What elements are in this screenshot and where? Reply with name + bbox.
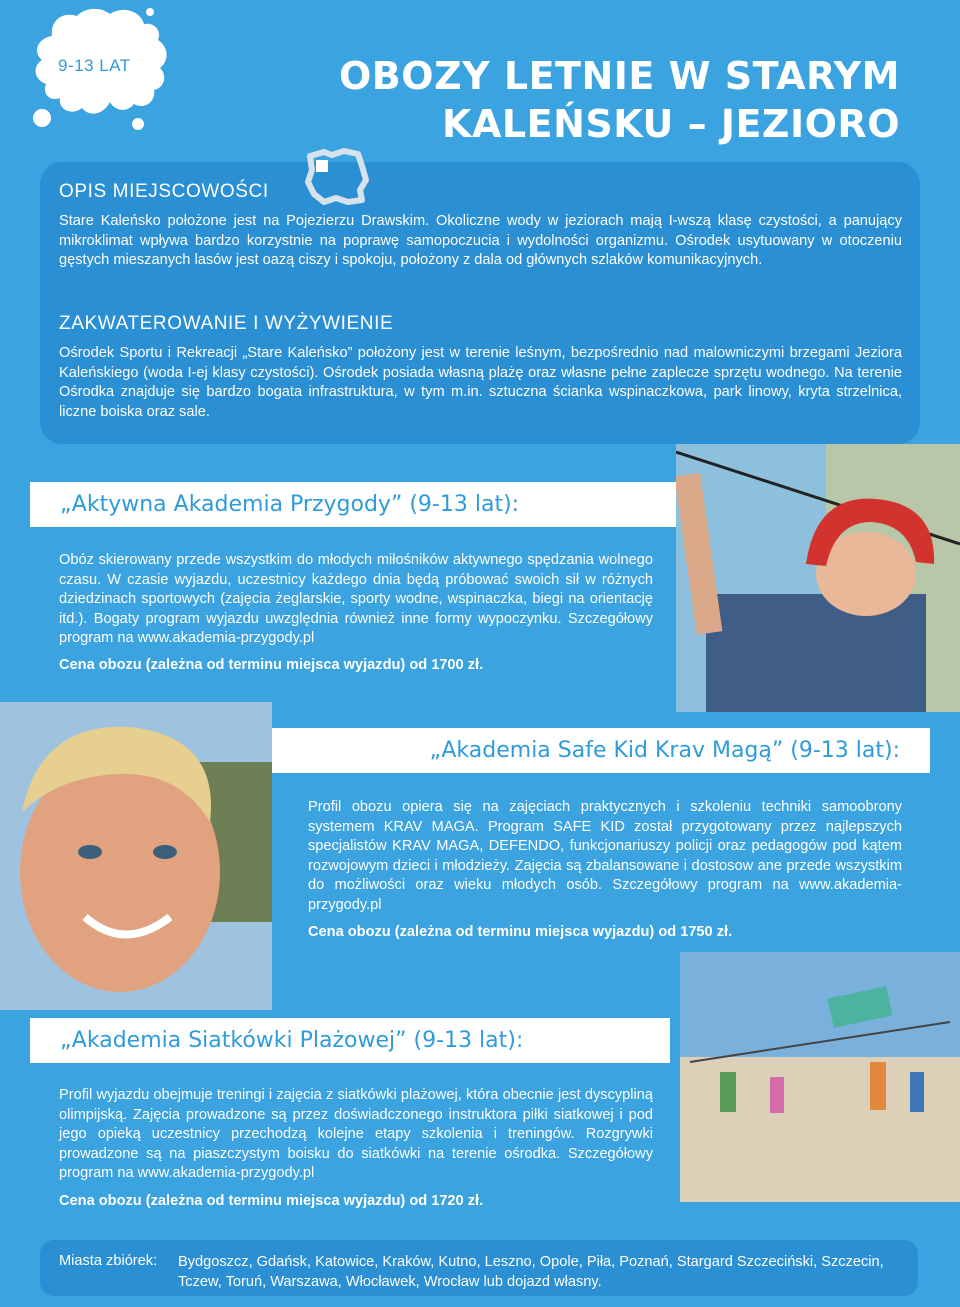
program-3-price: Cena obozu (zależna od terminu miejsca wyjazdu) od 1720 zł. [59,1193,484,1209]
program-3-banner [30,1018,670,1063]
program-2-banner [272,728,930,773]
title-line-2: KALEŃSKU – JEZIORO [442,102,900,146]
program-1-price: Cena obozu (zależna od terminu miejsca wyjazdu) od 1700 zł. [59,657,484,673]
smiling-boy-photo [0,702,272,1010]
title-line-1: OBOZY LETNIE W STARYM [339,54,900,98]
page-title [280,52,900,148]
cities-label: Miasta zbiórek: [59,1253,158,1269]
climbing-boy-photo [676,444,960,712]
program-2-title: „Akademia Safe Kid Krav Magą” (9-13 lat): [429,738,900,763]
beach-volleyball-photo [680,952,960,1202]
age-badge: 9-13 LAT [58,56,131,75]
location-text: Stare Kaleńsko położone jest na Pojezierzu Drawskim. Okoliczne wody w jeziorach mają I-wszą klasę czystości, a panujący mikroklimat wpływa bardzo korzystnie na poprawę samopoczucia i wydolności organizmu. Ośrodek usytuowany w otoczeniu gęstych mieszanych lasów jest oazą ciszy i spokoju, położony z dala od głównych szlaków komunikacyjnych. [59,213,902,269]
program-1-title: „Aktywna Akademia Przygody” (9-13 lat): [60,492,520,517]
program-2-price: Cena obozu (zależna od terminu miejsca wyjazdu) od 1750 zł. [308,924,733,940]
program-2-text: Profil obozu opiera się na zajęciach praktycznych i szkoleniu techniki samoobrony systemem KRAV MAGA. Program SAFE KID został przygotowany przez najlepszych specjalistów KRAV MAGA, DEFENDO, funkcjonariuszy policji oraz pedagogów pod kątem rozwojowym dzieci i młodzieży. Zajęcia są zbalansowane i dostosow ane przede wszystkim do możliwości oraz wieku młodych osób. Szczegółowy program na www.akademia-przygody.pl [308,799,902,913]
accommodation-heading: ZAKWATEROWANIE I WYŻYWIENIE [59,313,394,334]
program-3-title: „Akademia Siatkówki Plażowej” (9-13 lat): [60,1028,524,1053]
program-1-text: Obóz skierowany przede wszystkim do młodych miłośników aktywnego spędzania wolnego czasu. W czasie wyjazdu, uczestnicy każdego dnia będą próbować swoich sił w różnych dziedzinach sportowych (zajęcia żeglarskie, sporty wodne, wspinaczka, biegi na orientację itd.). Bogaty program wyjazdu uwzględnia również inne formy wypoczynku. Szczegółowy program na www.akademia-przygody.pl [59,552,653,646]
program-3-text: Profil wyjazdu obejmuje treningi i zajęcia z siatkówki plażowej, która obecnie jest dyscypliną olimpijską. Zajęcia prowadzone są przez doświadczonego instruktora piłki siatkowej i pod jego opieką uczestnicy przechodzą kolejne etapy szkolenia i treningów. Rozgrywki prowadzone są na piaszczystym boisku do siatkówki na terenie ośrodka. Szczegółowy program na www.akademia-przygody.pl [59,1087,653,1181]
location-heading: OPIS MIEJSCOWOŚCI [59,181,269,202]
cities-list: Bydgoszcz, Gdańsk, Katowice, Kraków, Kutno, Leszno, Opole, Piła, Poznań, Stargard Szczeciński, Szczecin, Tczew, Toruń, Warszawa, Włocławek, Wrocław lub dojazd własny. [178,1254,884,1290]
location-marker-icon [316,160,328,172]
program-1-banner [30,482,682,527]
accommodation-text: Ośrodek Sportu i Rekreacji „Stare Kaleńsko” położony jest w terenie leśnym, bezpośrednio nad malowniczymi brzegami Jeziora Kaleńskiego (woda I-ej klasy czystości). Ośrodek posiada własną plażę oraz własne pełne zaplecze sprzętu wodnego. Na terenie Ośrodka znajduje się bardzo bogata infrastruktura, w tym m.in. sztuczna ścianka wspinaczkowa, park linowy, kryta strzelnica, liczne boiska oraz sale. [59,345,902,420]
poland-map-icon [302,146,370,208]
